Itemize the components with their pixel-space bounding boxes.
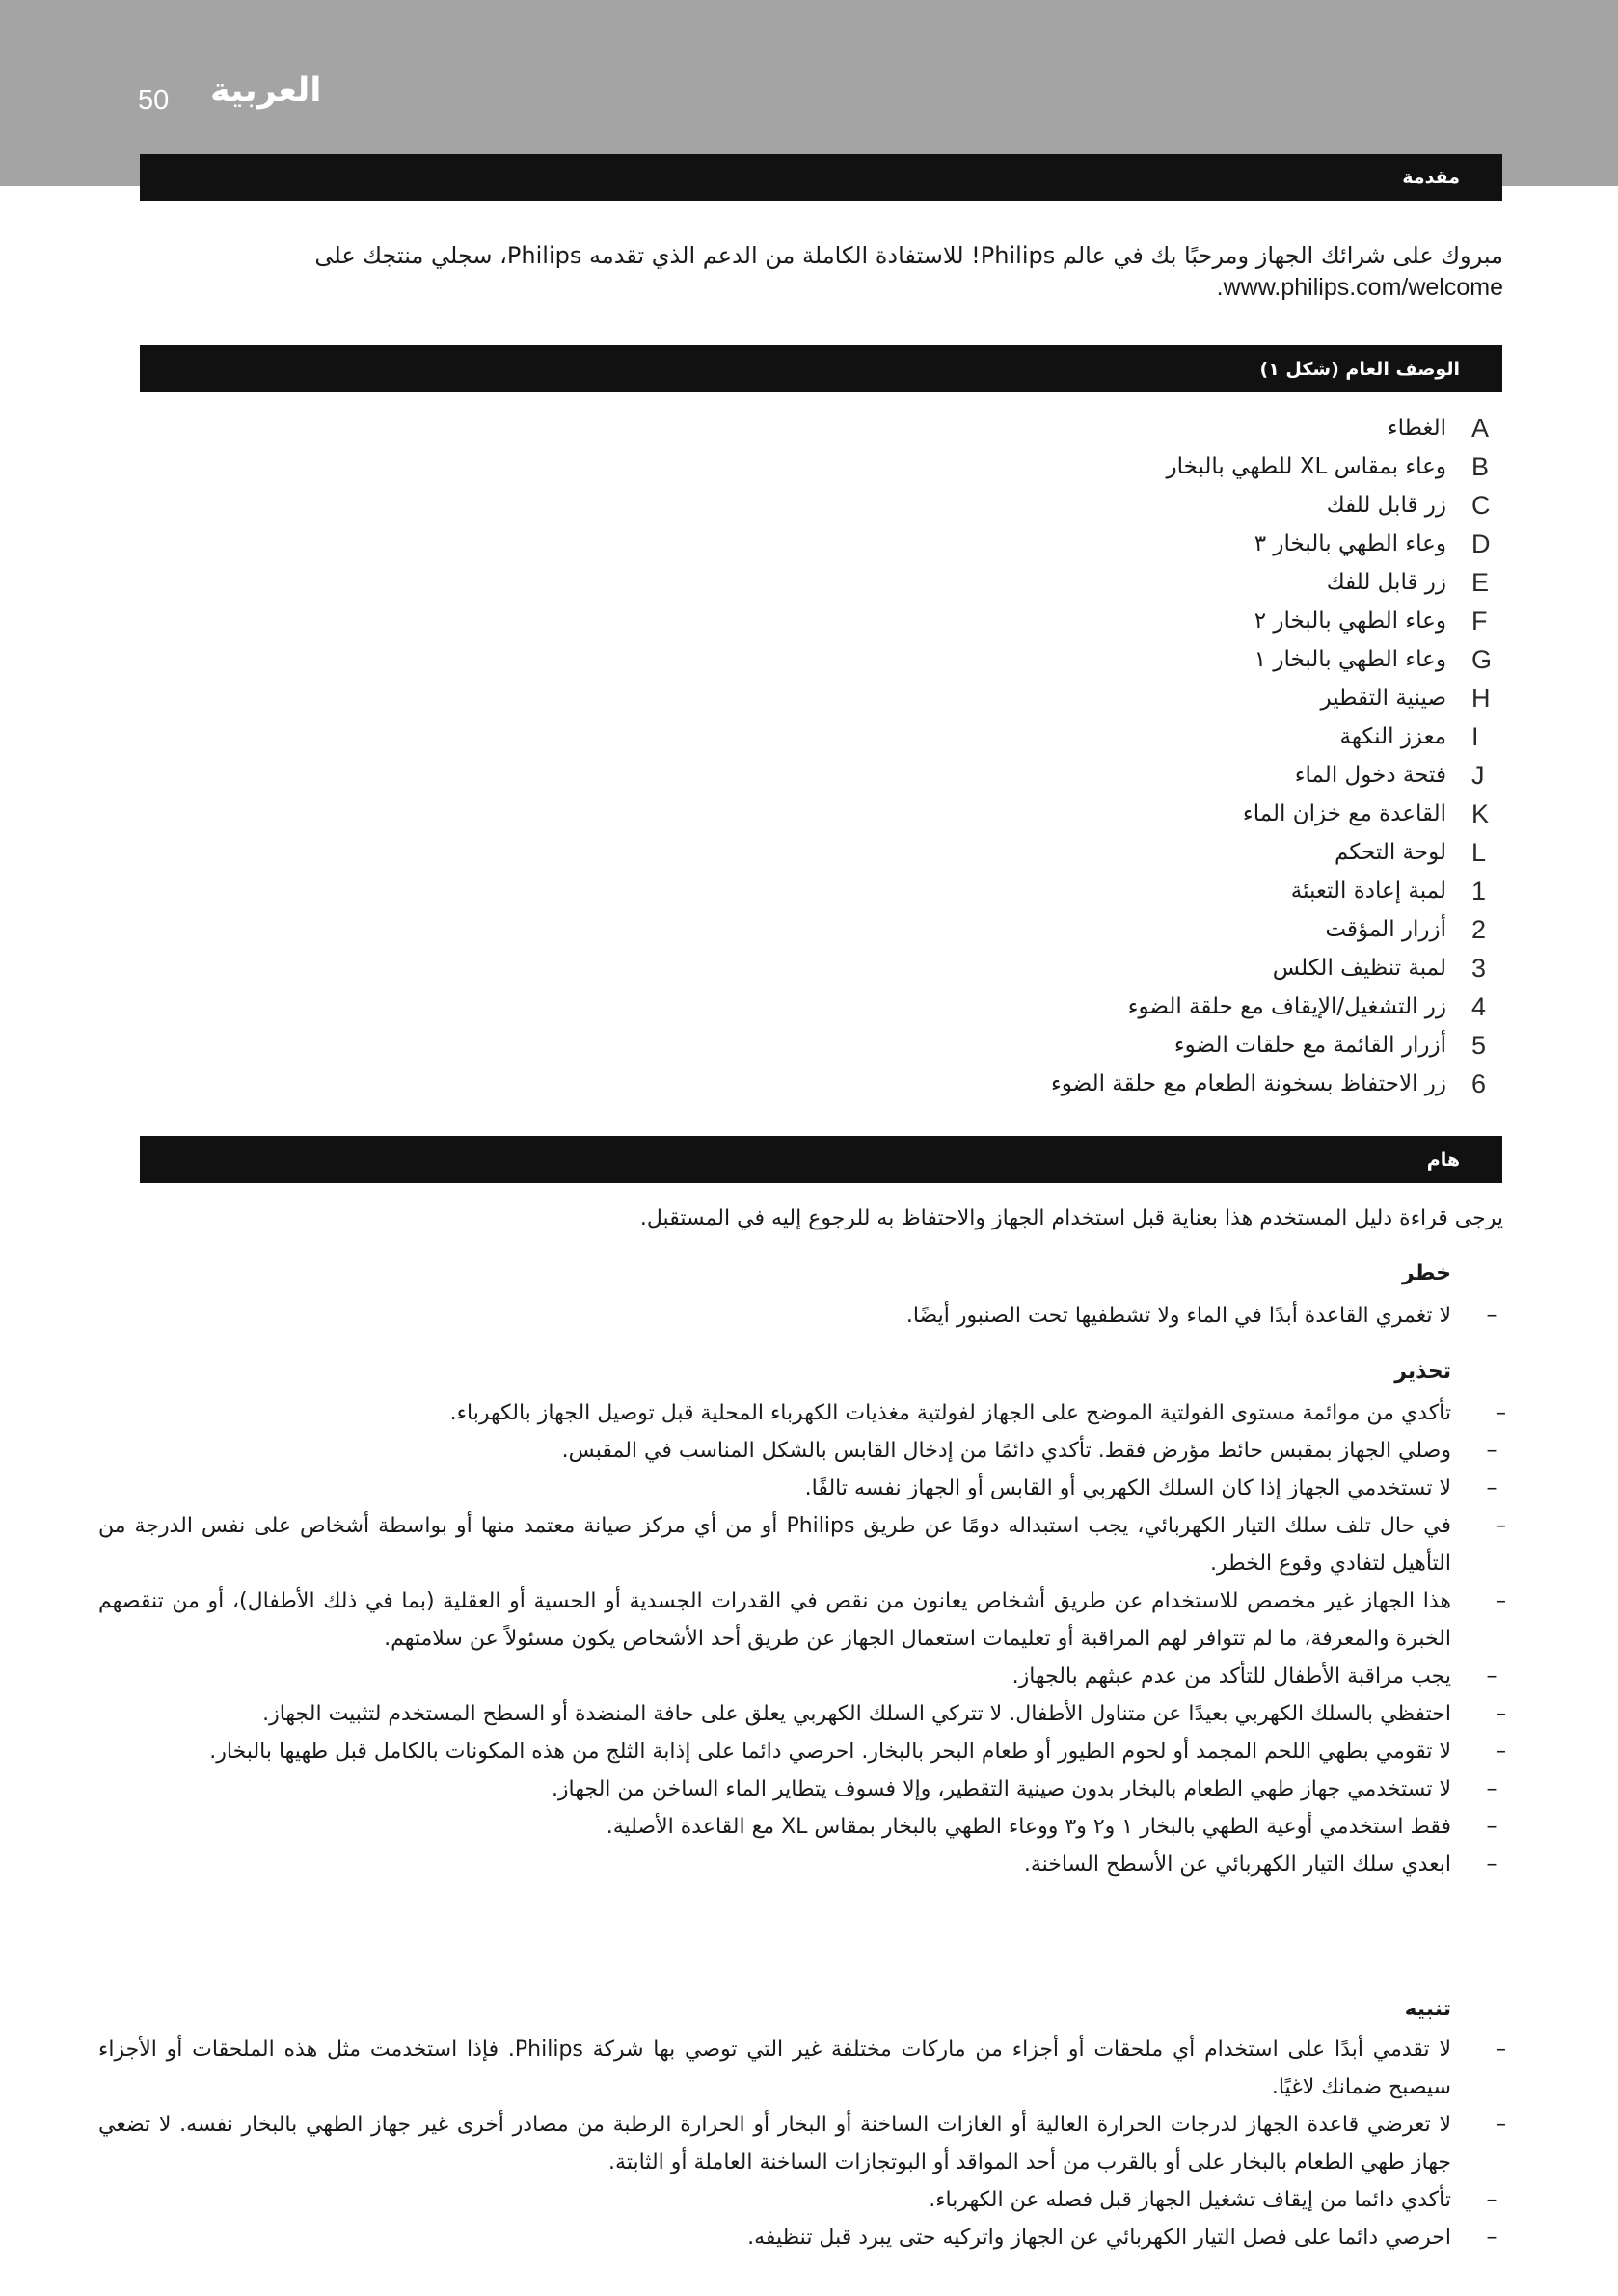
part-key: 5 (1471, 1031, 1487, 1060)
bullet-dash: – (1486, 1304, 1497, 1328)
part-item (831, 910, 1506, 949)
section-bar-important (140, 1136, 1502, 1183)
part-key: F (1471, 607, 1488, 635)
part-label: فتحة دخول الماء (1294, 763, 1446, 788)
part-key: J (1471, 761, 1485, 790)
bullet-text: ابعدي سلك التيار الكهربائي عن الأسطح الساخنة. (1023, 1852, 1451, 1877)
part-key: G (1471, 645, 1493, 674)
part-label: زر الاحتفاظ بسخونة الطعام مع حلقة الضوء (1050, 1071, 1446, 1096)
bullet-item (98, 1733, 1506, 1770)
bullet-dash: – (1496, 2113, 1506, 2137)
part-key: E (1471, 568, 1490, 597)
bullet-text: يجب مراقبة الأطفال للتأكد من عدم عبثهم بالجهاز. (1011, 1664, 1451, 1688)
important-intro: يرجى قراءة دليل المستخدم هذا بعناية قبل استخدام الجهاز والاحتفاظ به للرجوع إليه في المستقبل. (639, 1206, 1503, 1230)
part-item (831, 756, 1506, 795)
bullet-dash: – (1486, 1815, 1497, 1839)
part-item (831, 717, 1506, 756)
part-key: I (1471, 722, 1479, 751)
part-key: H (1471, 684, 1491, 713)
part-key: C (1471, 491, 1491, 520)
part-label: زر التشغيل/الإيقاف مع حلقة الضوء (1127, 994, 1446, 1019)
bullet-item (98, 2031, 1506, 2106)
part-label: الغطاء (1387, 416, 1446, 441)
bullet-item (98, 1582, 1506, 1658)
bullet-text: تأكدي دائما من إيقاف تشغيل الجهاز قبل فصله عن الكهرباء. (929, 2188, 1451, 2212)
bullet-item (98, 1846, 1506, 1883)
bullet-dash: – (1496, 1514, 1506, 1538)
bullet-text: وصلي الجهاز بمقبس حائط مؤرض فقط. تأكدي دائمًا من إدخال القابس بالشكل المناسب في المقبس. (561, 1439, 1451, 1463)
part-key: B (1471, 452, 1490, 481)
part-key: K (1471, 799, 1490, 828)
page-number: 50 (138, 85, 170, 116)
bullet-dash: – (1496, 1589, 1506, 1613)
bullet-dash: – (1486, 1476, 1497, 1500)
bullet-text: في حال تلف سلك التيار الكهربائي، يجب استبداله دومًا عن طريق Philips أو من أي مركز صيانة معتمد منها أو بواسطة أشخاص على نفس الدرجة من التأهيل لتفادي وقوع الخطر. (98, 1514, 1451, 1576)
part-key: L (1471, 838, 1487, 867)
bullet-item (98, 1808, 1506, 1846)
bullet-dash: – (1496, 2038, 1506, 2062)
intro-text-line1: مبروك على شرائك الجهاز ومرحبًا بك في عالم Philips! للاستفادة الكاملة من الدعم الذي تقدمه Philips، سجلي منتجك على (314, 242, 1503, 269)
bullet-text: احتفظي بالسلك الكهربي بعيدًا عن متناول الأطفال. لا تتركي السلك الكهربي يعلق على حافة المنضدة أو السطح المستخدم لتثبيت الجهاز. (262, 1702, 1451, 1726)
danger-list (98, 1297, 1506, 1335)
bullet-item (98, 2106, 1506, 2181)
bullet-dash: – (1486, 1664, 1497, 1688)
bullet-item (98, 1507, 1506, 1582)
part-label: معزز النكهة (1339, 724, 1446, 749)
part-label: زر قابل للفك (1326, 493, 1446, 518)
bullet-item (98, 1695, 1506, 1733)
part-item (831, 486, 1506, 525)
part-key: 3 (1471, 954, 1487, 983)
warning-list (98, 1394, 1506, 1883)
part-label: زر قابل للفك (1326, 570, 1446, 595)
bullet-text: لا تقومي بطهي اللحم المجمد أو لحوم الطيور أو طعام البحر بالبخار. احرصي دائما على إذابة الثلج من هذه المكونات بالكامل قبل طهيها بالبخار. (209, 1740, 1451, 1764)
part-label: لمبة إعادة التعبئة (1290, 878, 1446, 904)
part-item (831, 409, 1506, 447)
part-item (831, 525, 1506, 563)
bullet-item (98, 1470, 1506, 1507)
bullet-dash: – (1496, 1740, 1506, 1764)
section-title-intro: مقدمة (1402, 167, 1460, 188)
section-title-important: هام (1426, 1148, 1460, 1171)
bullet-dash: – (1486, 1852, 1497, 1877)
part-key: A (1471, 414, 1490, 443)
bullet-dash: – (1486, 1777, 1497, 1801)
bullet-item (98, 1658, 1506, 1695)
bullet-text: لا تعرضي قاعدة الجهاز لدرجات الحرارة العالية أو الغازات الساخنة أو البخار أو الحرارة الرطبة من مصادر أخرى غير جهاز الطهي بالبخار نفسه. لا تضعي جهاز طهي الطعام بالبخار على أو بالقرب من أحد المواقد أو البوتجازات الساخنة العاملة أو الثابتة. (98, 2113, 1451, 2174)
section-title-general-description: الوصف العام (شكل ١) (1259, 358, 1460, 380)
bullet-text: لا تستخدمي الجهاز إذا كان السلك الكهربي أو القابس أو الجهاز نفسه تالفًا. (804, 1476, 1451, 1500)
section-bar-intro (140, 154, 1502, 201)
bullet-item (98, 2181, 1506, 2219)
caution-heading: تنبيه (1404, 1997, 1451, 2021)
parts-list (831, 409, 1506, 1103)
part-label: أزرار القائمة مع حلقات الضوء (1173, 1033, 1446, 1058)
section-bar-general-description (140, 345, 1502, 392)
part-label: القاعدة مع خزان الماء (1242, 801, 1446, 826)
part-label: وعاء بمقاس XL للطهي بالبخار (1166, 454, 1446, 479)
part-key: D (1471, 529, 1491, 558)
bullet-text: لا تغمري القاعدة أبدًا في الماء ولا تشطفيها تحت الصنبور أيضًا. (905, 1304, 1451, 1328)
bullet-text: تأكدي من موائمة مستوى الفولتية الموضح على الجهاز لفولتية مغذيات الكهرباء المحلية قبل توصيل الجهاز بالكهرباء. (449, 1401, 1451, 1425)
part-label: صينية التقطير (1320, 686, 1446, 711)
bullet-text: لا تقدمي أبدًا على استخدام أي ملحقات أو أجزاء من ماركات مختلفة غير التي توصي بها شركة Philips. فإذا استخدمت مثل هذه الملحقات أو الأجزاء سيصبح ضمانك لاغيًا. (98, 2038, 1451, 2099)
caution-list (98, 2031, 1506, 2256)
part-label: وعاء الطهي بالبخار ١ (1254, 647, 1446, 672)
bullet-item (98, 1432, 1506, 1470)
part-item (831, 1026, 1506, 1065)
part-item (831, 833, 1506, 872)
bullet-item (98, 1394, 1506, 1432)
part-key: 4 (1471, 992, 1487, 1021)
language-title: العربية (210, 71, 322, 110)
part-item (831, 563, 1506, 602)
bullet-text: فقط استخدمي أوعية الطهي بالبخار ١ و٢ و٣ ووعاء الطهي بالبخار بمقاس XL مع القاعدة الأصلية. (606, 1815, 1451, 1839)
part-item (831, 949, 1506, 987)
bullet-dash: – (1486, 1439, 1497, 1463)
bullet-text: هذا الجهاز غير مخصص للاستخدام عن طريق أشخاص يعانون من نقص في القدرات الجسدية أو الحسية أو العقلية (بما في ذلك الأطفال)، أو من تنقصهم الخبرة والمعرفة، ما لم تتوافر لهم المراقبة أو تعليمات استعمال الجهاز عن طريق أحد الأشخاص يكون مسئولاً عن سلامتهم. (98, 1589, 1451, 1651)
danger-heading: خطر (1402, 1261, 1451, 1285)
part-label: وعاء الطهي بالبخار ٣ (1254, 531, 1446, 556)
part-item (831, 640, 1506, 679)
part-label: أزرار المؤقت (1325, 917, 1446, 942)
bullet-dash: – (1486, 2226, 1497, 2250)
bullet-dash: – (1496, 1702, 1506, 1726)
part-label: لوحة التحكم (1335, 840, 1446, 865)
part-item (831, 1065, 1506, 1103)
part-key: 1 (1471, 877, 1487, 905)
bullet-text: لا تستخدمي جهاز طهي الطعام بالبخار بدون صينية التقطير، وإلا فسوف يتطاير الماء الساخن من الجهاز. (551, 1777, 1451, 1801)
part-label: لمبة تنظيف الكلس (1272, 956, 1446, 981)
part-item (831, 987, 1506, 1026)
bullet-item (98, 2219, 1506, 2256)
bullet-text: احرصي دائما على فصل التيار الكهربائي عن الجهاز واتركيه حتى يبرد قبل تنظيفه. (747, 2226, 1451, 2250)
part-label: وعاء الطهي بالبخار ٢ (1254, 608, 1446, 634)
part-item (831, 602, 1506, 640)
bullet-dash: – (1496, 1401, 1506, 1425)
part-key: 2 (1471, 915, 1487, 944)
part-item (831, 679, 1506, 717)
part-key: 6 (1471, 1069, 1487, 1098)
warning-heading: تحذير (1394, 1360, 1451, 1384)
intro-text-line2: .www.philips.com/welcome (1216, 274, 1503, 301)
part-item (831, 872, 1506, 910)
bullet-item (98, 1770, 1506, 1808)
part-item (831, 795, 1506, 833)
bullet-dash: – (1486, 2188, 1497, 2212)
bullet-item (98, 1297, 1506, 1335)
part-item (831, 447, 1506, 486)
